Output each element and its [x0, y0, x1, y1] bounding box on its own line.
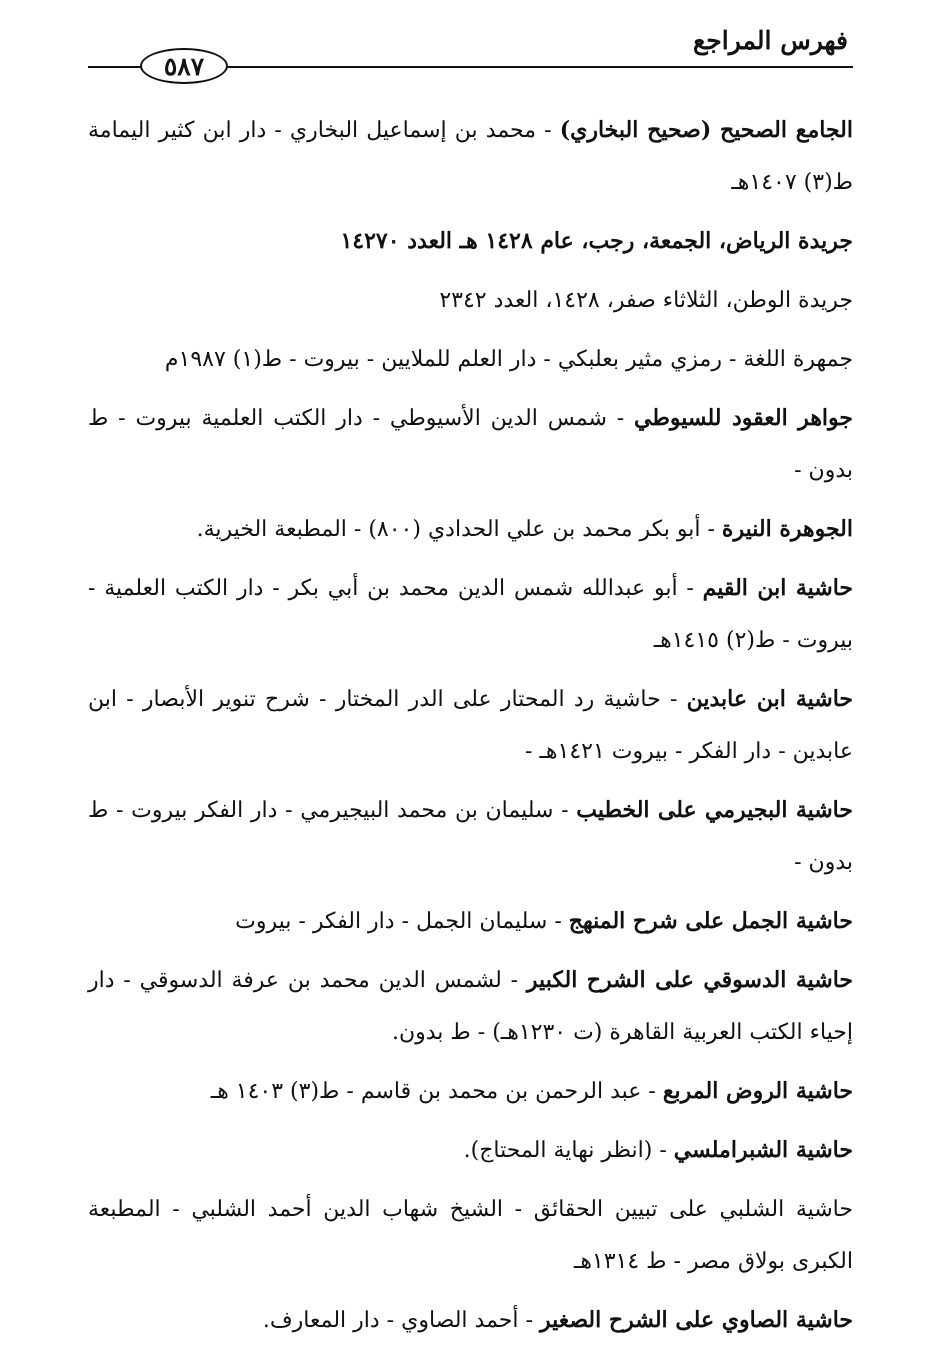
reference-entry: [88, 784, 853, 889]
reference-entry: [88, 1294, 853, 1347]
reference-title: الجوهرة النيرة: [721, 516, 853, 542]
reference-entry: [88, 1183, 853, 1288]
reference-entry: [88, 274, 853, 327]
reference-title: حاشية ابن عابدين: [686, 686, 853, 712]
reference-title: جواهر العقود للسيوطي: [634, 405, 853, 431]
page-number-badge: [140, 48, 228, 84]
reference-details: - أحمد الصاوي - دار المعارف.: [262, 1308, 540, 1333]
reference-entry: [88, 954, 853, 1059]
reference-title: حاشية الصاوي على الشرح الصغير: [539, 1307, 853, 1333]
reference-details: جريدة الوطن، الثلاثاء صفر، ١٤٢٨، العدد ٢٣٤٢: [439, 288, 853, 313]
reference-details: - (انظر نهاية المحتاج).: [463, 1138, 674, 1163]
reference-title: الجامع الصحيح (صحيح البخاري): [559, 117, 853, 143]
reference-details: - حاشية رد المحتار على الدر المختار - شرح تنوير الأبصار - ابن عابدين - دار الفكر - بيروت ١٤٢١هـ -: [88, 687, 853, 764]
reference-details: جمهرة اللغة - رمزي مثير بعلبكي - دار العلم للملايين - بيروت - ط(١) ١٩٨٧م: [164, 347, 853, 372]
reference-title: حاشية الروض المربع: [662, 1078, 853, 1104]
reference-entry: [88, 1065, 853, 1118]
reference-entry: [88, 895, 853, 948]
reference-title: جريدة الرياض، الجمعة، رجب، عام ١٤٢٨ هـ العدد ١٤٢٧٠: [340, 228, 853, 254]
reference-title: حاشية ابن القيم: [702, 575, 853, 601]
reference-entry: [88, 562, 853, 667]
reference-entry: [88, 333, 853, 386]
reference-title: حاشية الدسوقي على الشرح الكبير: [526, 967, 853, 993]
reference-entry: [88, 1124, 853, 1177]
reference-details: - لشمس الدين محمد بن عرفة الدسوقي - دار إحياء الكتب العربية القاهرة (ت ١٢٣٠هـ) - ط بدون.: [88, 968, 853, 1045]
reference-title: حاشية الشبراملسي: [673, 1137, 853, 1163]
reference-details: حاشية الشلبي على تبيين الحقائق - الشيخ شهاب الدين أحمد الشلبي - المطبعة الكبرى بولاق مصر - ط ١٣١٤هـ: [88, 1197, 853, 1274]
page-number: ٥٨٧: [163, 51, 205, 81]
reference-details: - أبو بكر محمد بن علي الحدادي (٨٠٠) - المطبعة الخيرية.: [196, 517, 722, 542]
reference-title: حاشية الجمل على شرح المنهج: [568, 908, 853, 934]
reference-list: [88, 104, 853, 1353]
reference-title: حاشية البجيرمي على الخطيب: [576, 797, 853, 823]
reference-entry: [88, 503, 853, 556]
reference-entry: [88, 392, 853, 497]
reference-details: - أبو عبدالله شمس الدين محمد بن أبي بكر - دار الكتب العلمية - بيروت - ط(٢) ١٤١٥هـ: [88, 576, 853, 653]
running-header-title: فهرس المراجع: [692, 26, 848, 55]
reference-details: - عبد الرحمن بن محمد بن قاسم - ط(٣) ١٤٠٣ هـ: [210, 1079, 663, 1104]
reference-entry: [88, 104, 853, 209]
reference-details: - محمد بن إسماعيل البخاري - دار ابن كثير اليمامة ط(٣) ١٤٠٧هـ: [88, 118, 853, 195]
reference-details: - سليمان الجمل - دار الفكر - بيروت: [235, 909, 569, 934]
reference-entry: [88, 673, 853, 778]
reference-entry: [88, 215, 853, 268]
reference-details: - سليمان بن محمد البيجيرمي - دار الفكر بيروت - ط بدون -: [88, 798, 853, 875]
reference-details: - شمس الدين الأسيوطي - دار الكتب العلمية بيروت - ط بدون -: [88, 406, 853, 483]
